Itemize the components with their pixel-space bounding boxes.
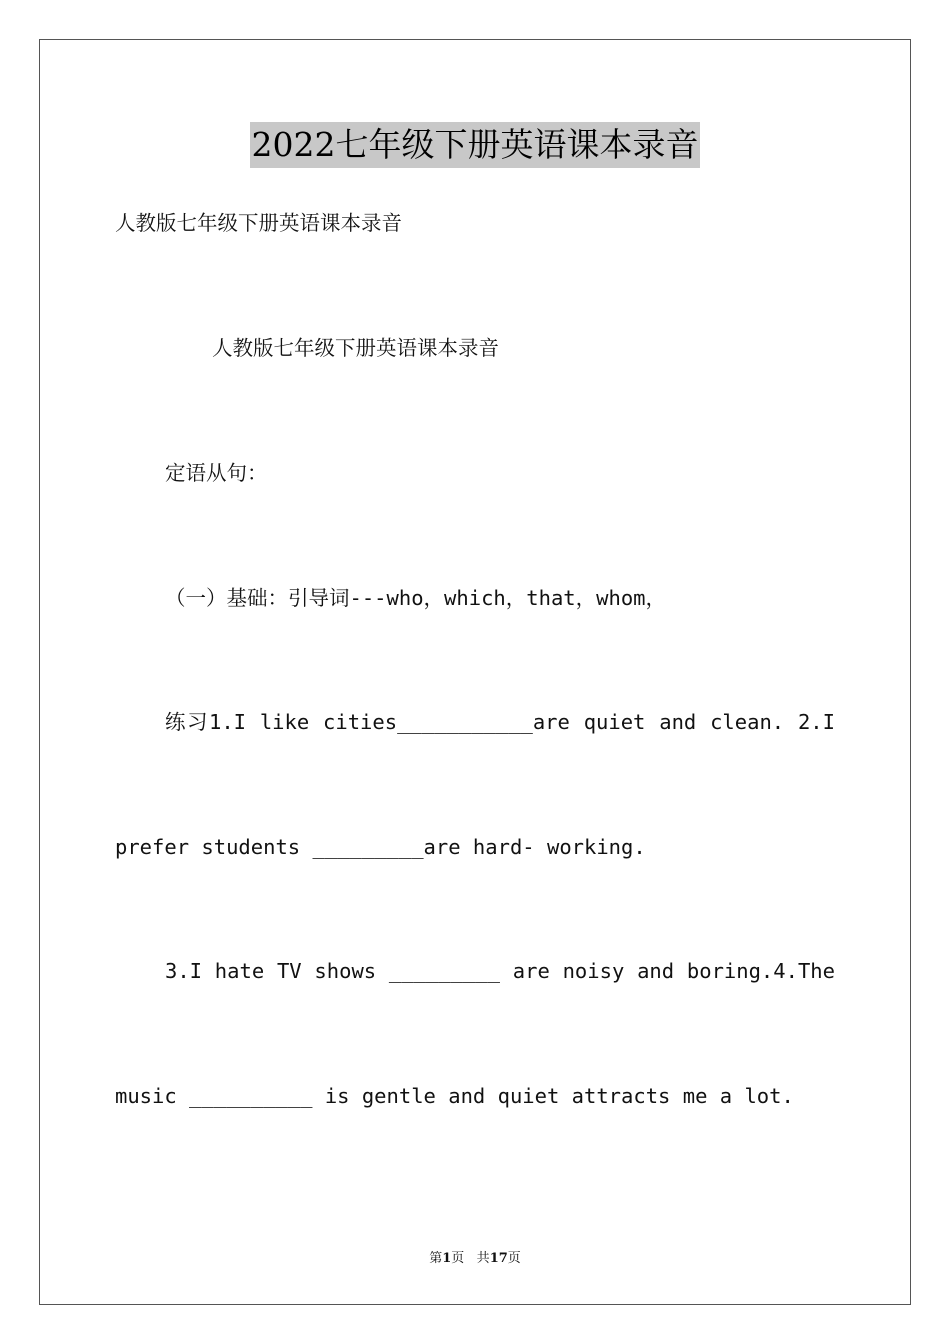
page-footer	[0, 1247, 950, 1266]
footer-page-current: 1	[442, 1251, 452, 1266]
footer-page-prefix: 第	[429, 1251, 443, 1266]
footer-total-suffix: 页	[507, 1251, 521, 1266]
indented-heading-line: 人教版七年级下册英语课本录音	[212, 336, 499, 360]
exercise-line-3: 3.I hate TV shows _________ are noisy and boring.4.The	[165, 959, 835, 983]
exercise-line-1: 练习1.I like cities___________are quiet and clean. 2.I	[165, 710, 835, 734]
section-heading: 定语从句：	[165, 461, 268, 485]
basics-line: （一）基础：引导词---who，which，that，whom，	[165, 586, 666, 610]
exercise-line-2: prefer students _________are hard- working.	[115, 835, 646, 859]
footer-total-prefix: 共	[476, 1251, 490, 1266]
footer-page-total: 17	[489, 1251, 508, 1266]
title-container	[0, 122, 950, 168]
exercise-line-4: music __________ is gentle and quiet attracts me a lot.	[115, 1084, 794, 1108]
document-title: 2022七年级下册英语课本录音	[250, 122, 701, 168]
subtitle-line: 人教版七年级下册英语课本录音	[115, 211, 402, 235]
footer-page-suffix: 页	[451, 1251, 465, 1266]
